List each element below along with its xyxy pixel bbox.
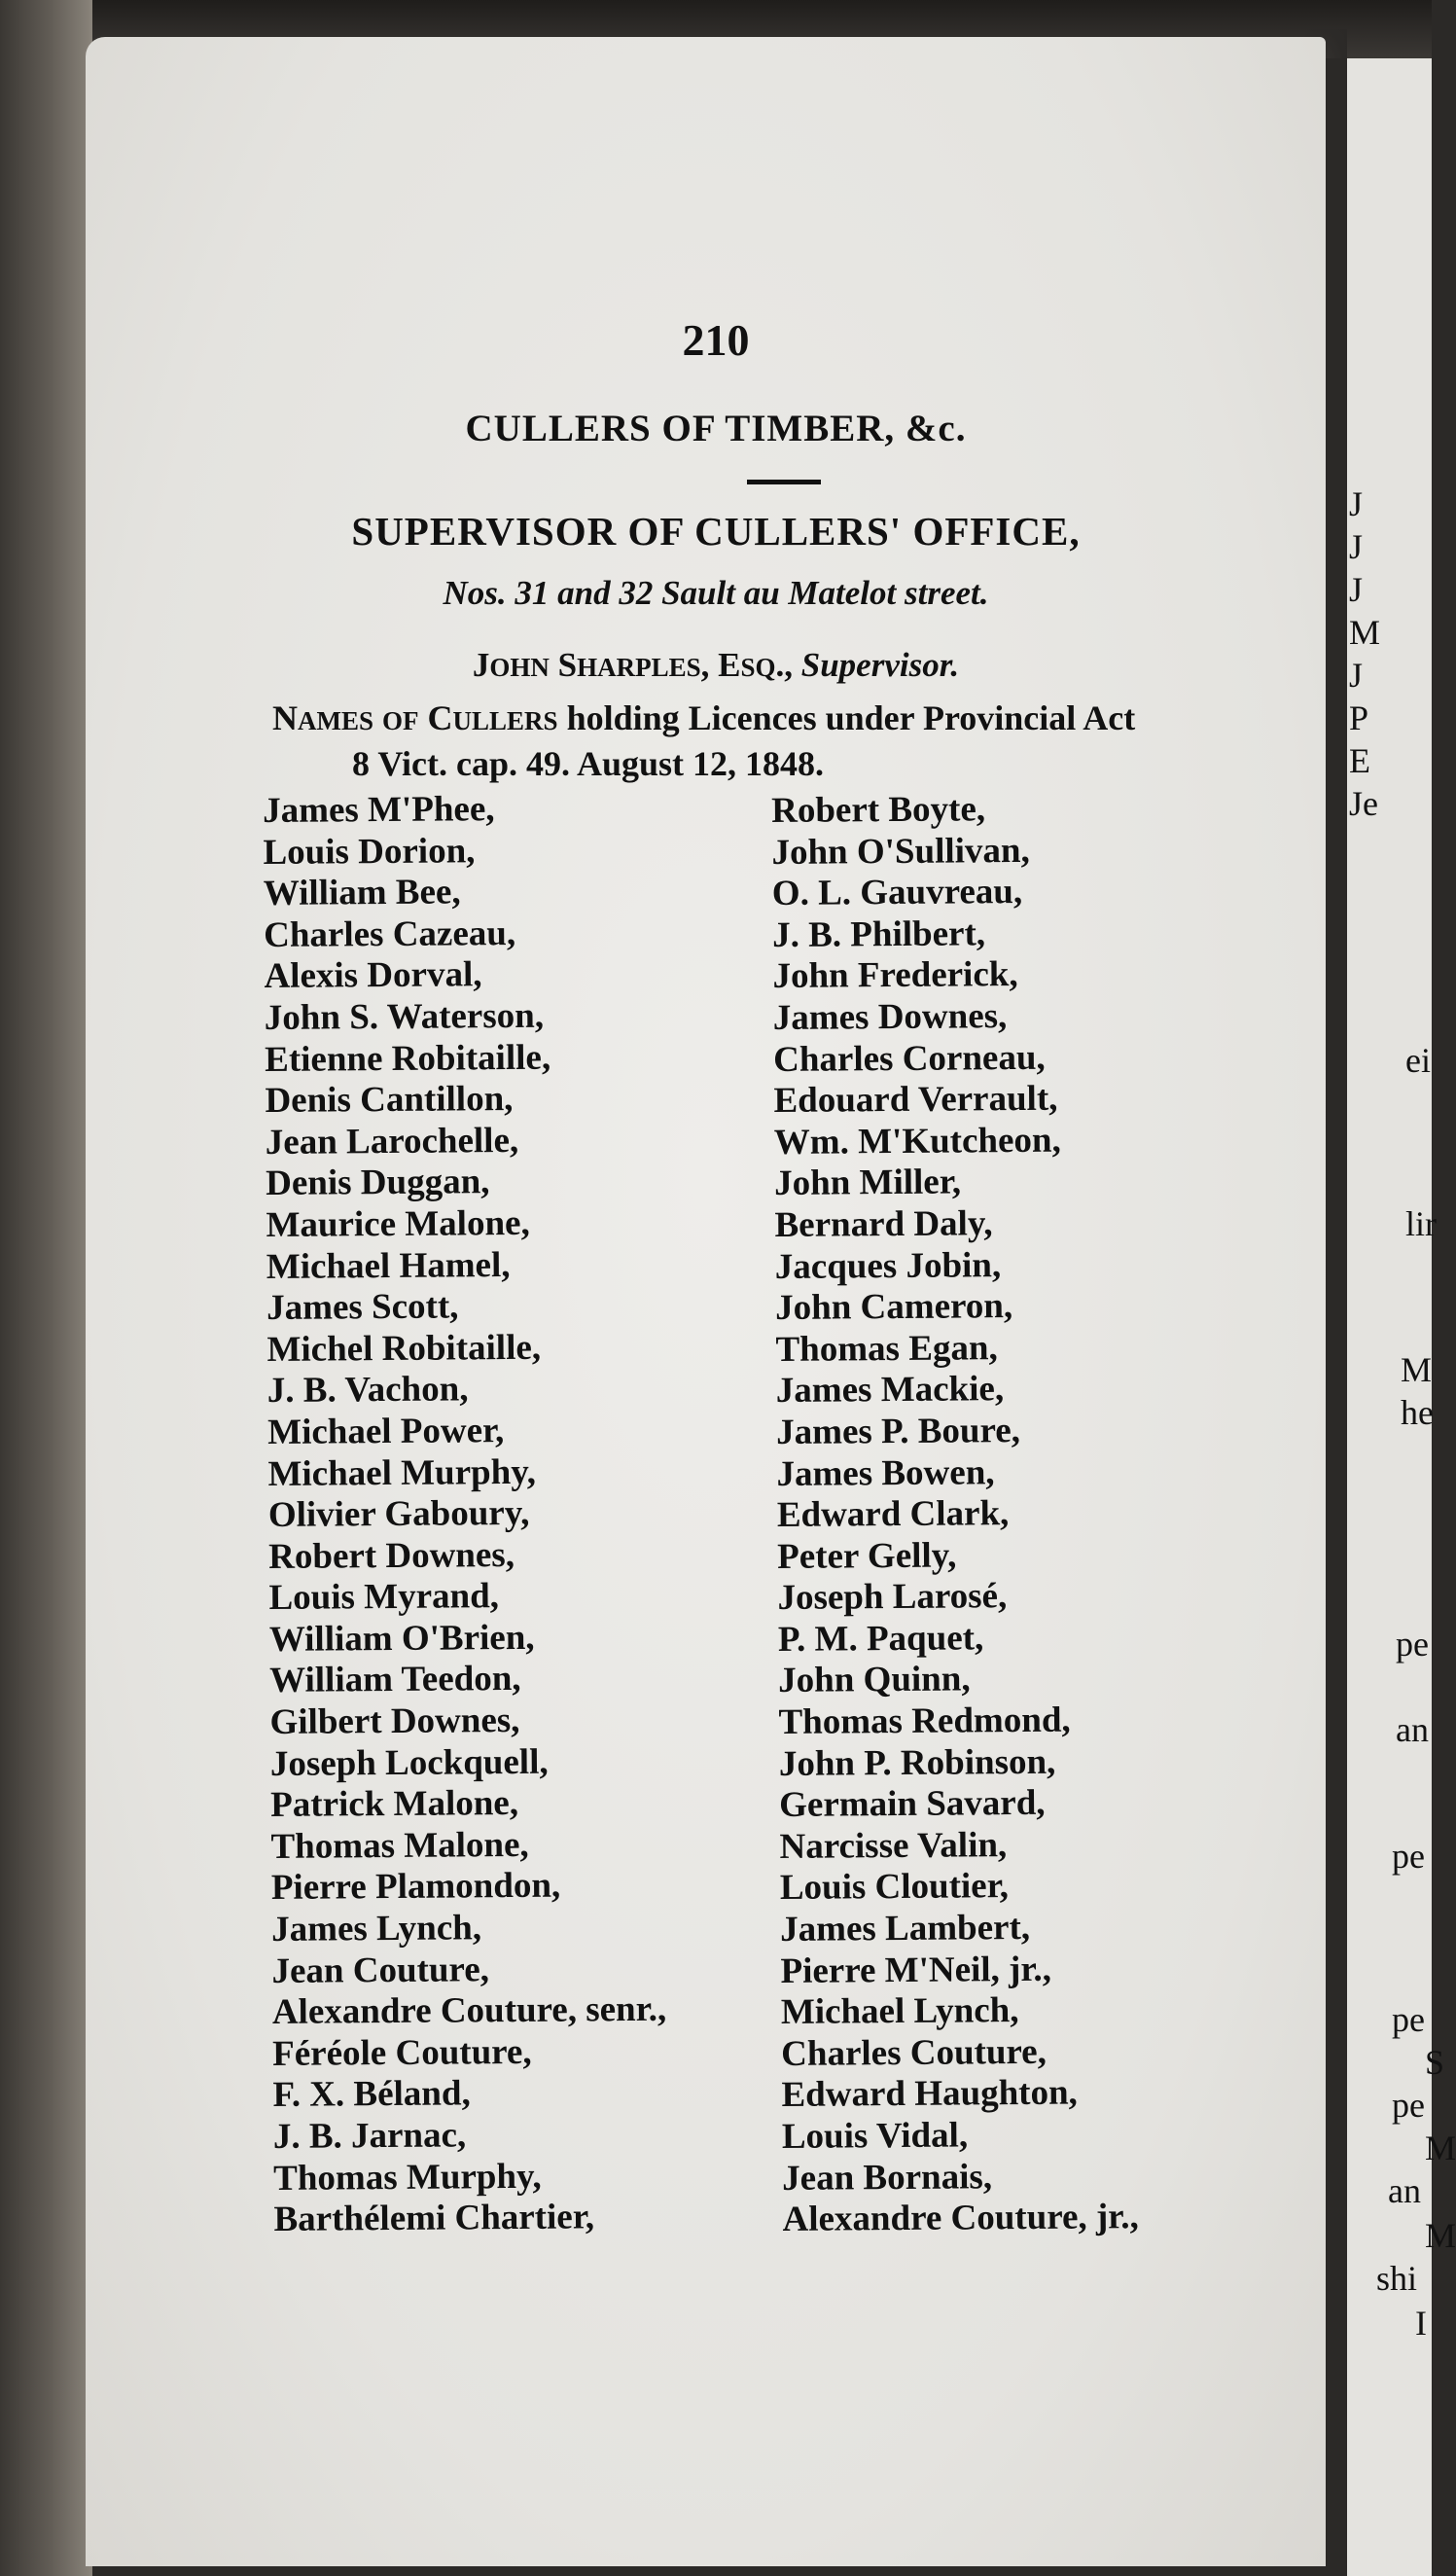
supervisor-line: JOHN SHARPLES, ESQ., Supervisor. bbox=[472, 646, 960, 684]
culler-name: Alexis Dorval, bbox=[264, 954, 482, 997]
culler-name: James P. Boure, bbox=[776, 1410, 1021, 1452]
culler-name: Charles Corneau, bbox=[773, 1037, 1046, 1080]
culler-name: J. B. Jarnac, bbox=[272, 2115, 467, 2157]
culler-name: Denis Duggan, bbox=[266, 1162, 490, 1204]
intro-paragraph bbox=[272, 697, 1284, 785]
supervisor-esq-end: ., bbox=[775, 646, 793, 684]
edge-text: M bbox=[1349, 613, 1381, 652]
culler-name: Edward Clark, bbox=[776, 1493, 1010, 1536]
culler-name: Maurice Malone, bbox=[266, 1202, 530, 1245]
intro-rest: holding Licences under Provincial Act bbox=[557, 698, 1136, 737]
edge-text: S bbox=[1425, 2043, 1445, 2082]
edge-text: M bbox=[1401, 1350, 1433, 1389]
culler-name: James Scott, bbox=[266, 1286, 459, 1329]
edge-text: he bbox=[1401, 1393, 1434, 1432]
supervisor-first-initial: J bbox=[472, 646, 490, 684]
culler-name: Thomas Egan, bbox=[775, 1327, 998, 1370]
culler-name: Féréole Couture, bbox=[272, 2031, 532, 2074]
culler-name: Gilbert Downes, bbox=[269, 1700, 520, 1743]
culler-name: J. B. Vachon, bbox=[266, 1369, 469, 1412]
culler-name: Charles Cazeau, bbox=[264, 912, 516, 955]
culler-name: Pierre M'Neil, jr., bbox=[780, 1949, 1052, 1991]
culler-name: Robert Boyte, bbox=[771, 789, 986, 831]
culler-name: Robert Downes, bbox=[268, 1534, 515, 1577]
culler-name: Alexandre Couture, jr., bbox=[782, 2197, 1139, 2240]
culler-name: John Frederick, bbox=[772, 954, 1018, 997]
edge-text: M bbox=[1425, 2216, 1456, 2255]
culler-name: William Teedon, bbox=[269, 1659, 521, 1701]
page-number: 210 bbox=[682, 315, 750, 365]
culler-name: P. M. Paquet, bbox=[777, 1618, 984, 1660]
culler-name: Michel Robitaille, bbox=[266, 1327, 542, 1370]
culler-name: Michael Murphy, bbox=[267, 1451, 537, 1494]
edge-text: pe bbox=[1392, 2086, 1425, 2125]
intro-cullers-rest: ULLERS bbox=[452, 706, 558, 735]
edge-text: pe bbox=[1392, 2000, 1425, 2039]
culler-name: Thomas Redmond, bbox=[778, 1699, 1071, 1743]
culler-name: Edward Haughton, bbox=[781, 2072, 1078, 2116]
culler-name: John Cameron, bbox=[775, 1286, 1013, 1329]
office-address: Nos. 31 and 32 Sault au Matelot street. bbox=[443, 574, 989, 612]
intro-cullers-initial: C bbox=[427, 698, 453, 737]
culler-name: Jean Couture, bbox=[271, 1949, 490, 1991]
edge-text: pe bbox=[1396, 1625, 1429, 1664]
culler-name: Narcisse Valin, bbox=[779, 1824, 1008, 1867]
culler-name: Jacques Jobin, bbox=[774, 1244, 1002, 1287]
culler-name: O. L. Gauvreau, bbox=[771, 872, 1023, 914]
edge-text: ei bbox=[1405, 1041, 1431, 1080]
supervisor-esq-rest: SQ bbox=[740, 653, 776, 682]
intro-line-2: 8 Vict. cap. 49. August 12, 1848. bbox=[352, 744, 825, 783]
edge-text: J bbox=[1349, 484, 1364, 523]
book-spine bbox=[0, 0, 92, 2576]
culler-name: John P. Robinson, bbox=[778, 1741, 1056, 1784]
culler-name: James M'Phee, bbox=[263, 789, 495, 831]
culler-name: James Lambert, bbox=[780, 1907, 1031, 1950]
edge-text: lir bbox=[1405, 1204, 1437, 1243]
edge-text: P bbox=[1349, 698, 1369, 737]
cullers-list-right bbox=[771, 788, 1139, 2241]
culler-name: James Bowen, bbox=[776, 1451, 995, 1494]
supervisor-last-initial: S bbox=[557, 646, 578, 684]
intro-line-1 bbox=[272, 697, 1284, 742]
intro-names-rest: AMES bbox=[298, 706, 374, 735]
culler-name: John Quinn, bbox=[778, 1659, 971, 1701]
heading-rule bbox=[747, 480, 821, 484]
edge-text: J bbox=[1349, 570, 1364, 609]
supervisor-title: Supervisor. bbox=[800, 646, 960, 684]
edge-text: pe bbox=[1392, 1837, 1425, 1876]
culler-name: J. B. Philbert, bbox=[772, 913, 986, 955]
supervisor-last-rest: HARPLES bbox=[577, 653, 701, 682]
intro-names-initial: N bbox=[272, 698, 298, 737]
supervisor-esq-initial: E bbox=[718, 646, 741, 684]
culler-name: Pierre Plamondon, bbox=[270, 1866, 561, 1909]
culler-name: Wm. M'Kutcheon, bbox=[773, 1120, 1061, 1163]
culler-name: Louis Dorion, bbox=[263, 830, 476, 873]
culler-name: Jean Larochelle, bbox=[265, 1120, 519, 1163]
section-heading: CULLERS OF TIMBER, &c. bbox=[465, 408, 967, 449]
edge-text: E bbox=[1349, 741, 1370, 780]
edge-text: J bbox=[1349, 527, 1364, 566]
culler-name: Thomas Murphy, bbox=[273, 2156, 542, 2199]
culler-name: F. X. Béland, bbox=[272, 2073, 471, 2116]
culler-name: Charles Couture, bbox=[781, 2031, 1048, 2074]
culler-name: Jean Bornais, bbox=[782, 2156, 993, 2199]
culler-name: John O'Sullivan, bbox=[771, 830, 1030, 873]
culler-name: Louis Myrand, bbox=[268, 1576, 500, 1619]
culler-name: Olivier Gaboury, bbox=[267, 1492, 530, 1536]
culler-name: Edouard Verrault, bbox=[773, 1078, 1058, 1122]
culler-name: Bernard Daly, bbox=[774, 1203, 993, 1245]
culler-name: Patrick Malone, bbox=[270, 1783, 519, 1826]
edge-text: shi bbox=[1376, 2259, 1418, 2298]
culler-name: James Mackie, bbox=[775, 1369, 1005, 1412]
culler-name: Michael Power, bbox=[267, 1410, 505, 1452]
edge-text: an bbox=[1388, 2171, 1421, 2210]
culler-name: Peter Gelly, bbox=[777, 1535, 957, 1577]
culler-name: John Miller, bbox=[774, 1162, 962, 1204]
culler-name: Joseph Lockquell, bbox=[269, 1741, 549, 1784]
office-title: SUPERVISOR OF CULLERS' OFFICE, bbox=[351, 509, 1081, 554]
culler-name: Barthélemi Chartier, bbox=[273, 2197, 595, 2240]
culler-name: John S. Waterson, bbox=[264, 995, 545, 1038]
culler-name: Louis Cloutier, bbox=[779, 1866, 1010, 1909]
culler-name: James Lynch, bbox=[271, 1908, 482, 1950]
edge-text: J bbox=[1349, 656, 1364, 695]
supervisor-first-rest: OHN bbox=[489, 653, 550, 682]
culler-name: Etienne Robitaille, bbox=[265, 1037, 551, 1080]
culler-name: William O'Brien, bbox=[268, 1617, 535, 1660]
edge-text: an bbox=[1396, 1710, 1429, 1749]
culler-name: Joseph Larosé, bbox=[777, 1576, 1008, 1619]
culler-name: Louis Vidal, bbox=[781, 2115, 969, 2157]
culler-name: Michael Lynch, bbox=[780, 1990, 1019, 2033]
culler-name: Denis Cantillon, bbox=[265, 1079, 514, 1122]
culler-name: William Bee, bbox=[263, 872, 461, 914]
cullers-list-left bbox=[263, 788, 668, 2241]
culler-name: Thomas Malone, bbox=[270, 1824, 529, 1867]
edge-text: Je bbox=[1349, 784, 1378, 823]
culler-name: James Downes, bbox=[772, 996, 1008, 1038]
culler-name: Michael Hamel, bbox=[266, 1244, 511, 1287]
edge-text: M bbox=[1425, 2129, 1456, 2167]
intro-of: OF bbox=[382, 706, 419, 735]
edge-text: I bbox=[1415, 2304, 1427, 2343]
culler-name: Alexandre Couture, senr., bbox=[271, 1988, 667, 2033]
culler-name: Germain Savard, bbox=[779, 1783, 1046, 1826]
